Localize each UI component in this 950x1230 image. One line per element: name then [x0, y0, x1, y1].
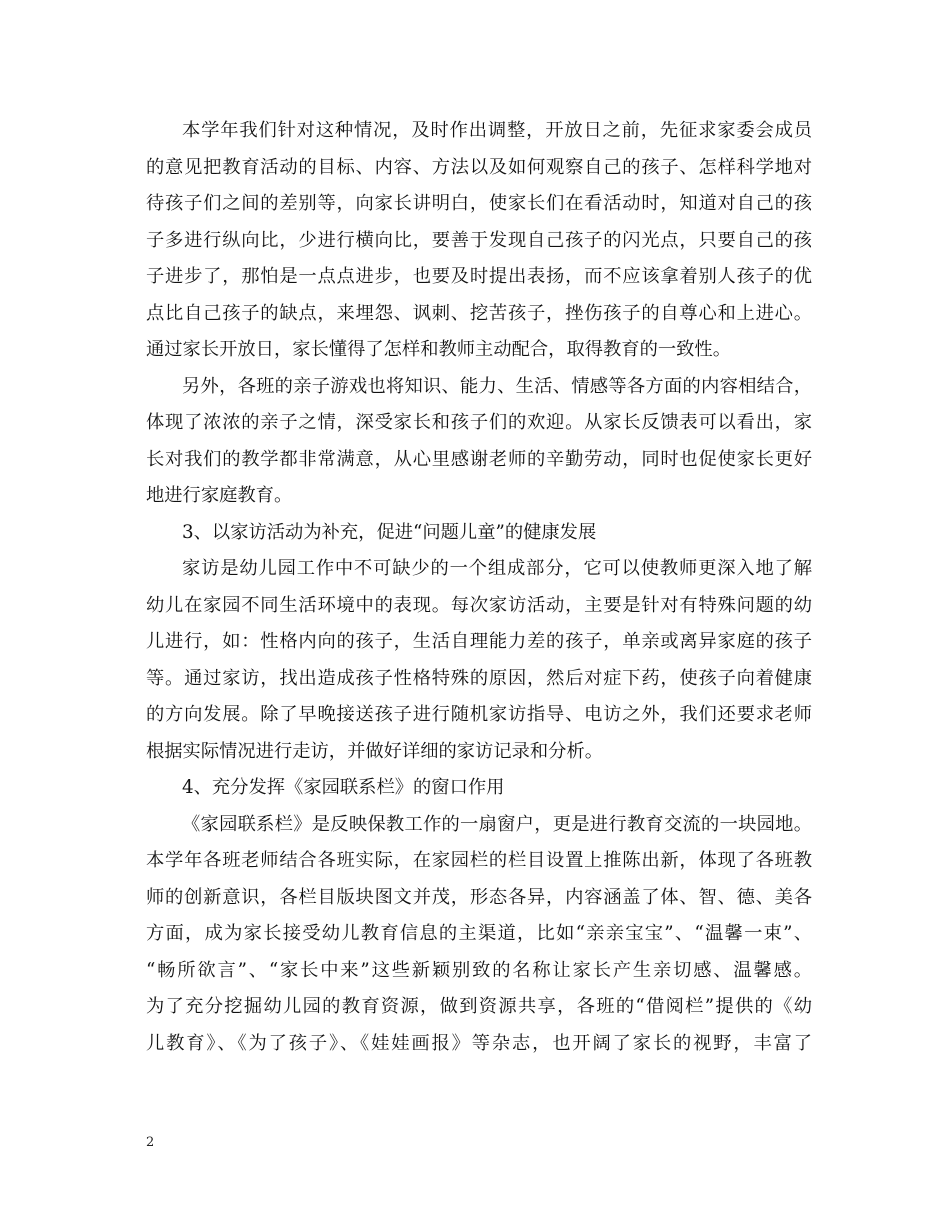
text-line: 地进行家庭教育。: [146, 485, 293, 506]
text-line: 家访是幼儿园工作中不可缺少的一个组成部分，它可以使教师更深入地了解: [182, 558, 812, 579]
text-line: 待孩子们之间的差别等，向家长讲明白，使家长们在看活动时，知道对自己的孩: [146, 193, 812, 214]
text-line: 子多进行纵向比，少进行横向比，要善于发现自己孩子的闪光点，只要自己的孩: [146, 229, 812, 251]
text-line: 儿进行，如：性格内向的孩子，生活自理能力差的孩子，单亲或离异家庭的孩子: [146, 631, 812, 652]
text-line: 等。通过家访，找出造成孩子性格特殊的原因，然后对症下药，使孩子向着健康: [146, 667, 812, 689]
text-line: 本学年我们针对这种情况，及时作出调整，开放日之前，先征求家委会成员: [182, 120, 812, 141]
page-number: 2: [146, 1135, 155, 1150]
text-line: 根据实际情况进行走访，并做好详细的家访记录和分析。: [146, 740, 604, 762]
text-line: 通过家长开放日，家长懂得了怎样和教师主动配合，取得教育的一致性。: [146, 339, 731, 360]
text-line: 子进步了，那怕是一点点进步，也要及时提出表扬，而不应该拿着别人孩子的优: [146, 266, 812, 287]
text-line: 师的创新意识，各栏目版块图文并茂，形态各异，内容涵盖了体、智、德、美各: [146, 886, 812, 908]
text-line: 方面，成为家长接受幼儿教育信息的主渠道，比如“亲亲宝宝”、“温馨一束”、: [146, 923, 812, 944]
text-line: 《家园联系栏》是反映保教工作的一扇窗户，更是进行教育交流的一块园地。: [182, 813, 812, 835]
text-line: 儿教育》、《为了孩子》、《娃娃画报》等杂志，也开阔了家长的视野，丰富了: [146, 1032, 812, 1054]
text-line: 幼儿在家园不同生活环境中的表现。每次家访活动，主要是针对有特殊问题的幼: [146, 594, 812, 616]
text-line: 另外，各班的亲子游戏也将知识、能力、生活、情感等各方面的内容相结合，: [182, 375, 812, 397]
text-line: 4、充分发挥《家园联系栏》的窗口作用: [182, 777, 505, 798]
text-line: 3、以家访活动为补充，促进“问题儿童”的健康发展: [182, 521, 597, 543]
text-line: 为了充分挖掘幼儿园的教育资源，做到资源共享，各班的“借阅栏”提供的《幼: [146, 996, 812, 1017]
text-line: 点比自己孩子的缺点，来埋怨、讽刺、挖苦孩子，挫伤孩子的自尊心和上进心。: [146, 302, 812, 324]
text-line: 本学年各班老师结合各班实际，在家园栏的栏目设置上推陈出新，体现了各班教: [146, 850, 812, 871]
document-body: [146, 113, 812, 1062]
text-line: “畅所欲言”、“家长中来”这些新颖别致的名称让家长产生亲切感、温馨感。: [146, 959, 812, 981]
text-line: 的方向发展。除了早晚接送孩子进行随机家访指导、电访之外，我们还要求老师: [146, 704, 812, 725]
text-line: 的意见把教育活动的目标、内容、方法以及如何观察自己的孩子、怎样科学地对: [146, 156, 812, 178]
text-line: 长对我们的教学都非常满意，从心里感谢老师的辛勤劳动，同时也促使家长更好: [146, 448, 812, 470]
text-line: 体现了浓浓的亲子之情，深受家长和孩子们的欢迎。从家长反馈表可以看出，家: [146, 412, 812, 433]
